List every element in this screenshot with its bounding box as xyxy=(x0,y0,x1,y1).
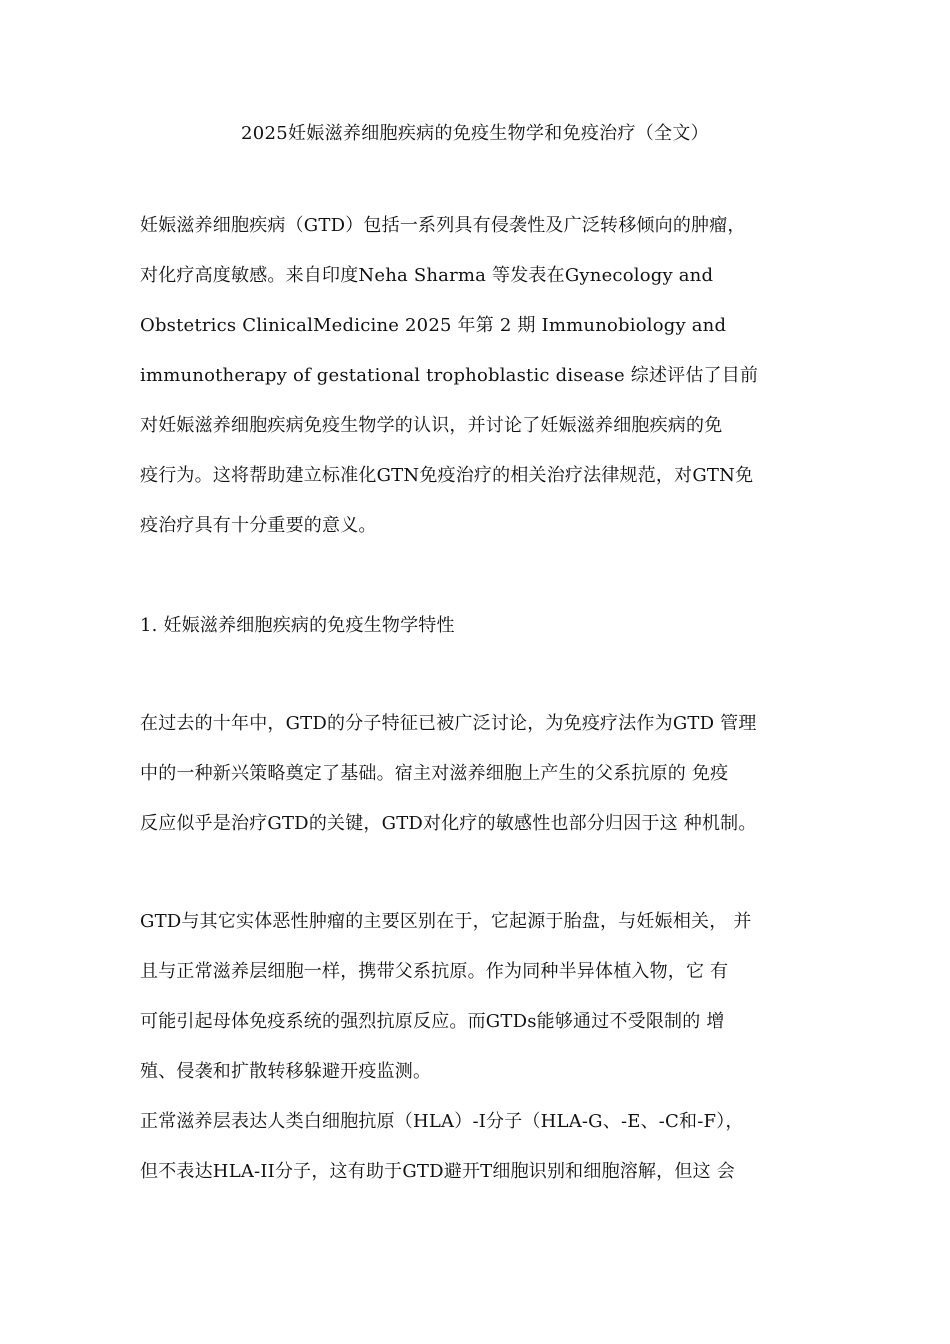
body-text-line: immunotherapy of gestational trophoblastic disease 综述评估了目前 xyxy=(140,365,759,386)
body-text-line: 反应似乎是治疗GTD的关键，GTD对化疗的敏感性也部分归因于这 种机制。 xyxy=(140,813,757,834)
body-text-line: 疫治疗具有十分重要的意义。 xyxy=(140,515,377,536)
body-text-line: 对妊娠滋养细胞疾病免疫生物学的认识，并讨论了妊娠滋养细胞疾病的免 xyxy=(140,415,723,436)
document-title: 2025妊娠滋养细胞疾病的免疫生物学和免疫治疗（全文） xyxy=(241,123,709,144)
body-text-line: 可能引起母体免疫系统的强烈抗原反应。而GTDs能够通过不受限制的 增 xyxy=(140,1011,725,1032)
body-text-line: 殖、侵袭和扩散转移躲避开疫监测。 xyxy=(140,1061,432,1082)
body-text-line: 疫行为。这将帮助建立标准化GTN免疫治疗的相关治疗法律规范，对GTN免 xyxy=(140,465,754,486)
body-text-line: 且与正常滋养层细胞一样，携带父系抗原。作为同种半异体植入物，它 有 xyxy=(140,961,729,982)
body-text-line: 妊娠滋养细胞疾病（GTD）包括一系列具有侵袭性及广泛转移倾向的肿瘤， xyxy=(140,215,746,236)
body-text-line: 但不表达HLA-II分子，这有助于GTD避开T细胞识别和细胞溶解，但这 会 xyxy=(140,1161,735,1182)
body-text-line: Obstetrics ClinicalMedicine 2025 年第 2 期 Immunobiology and xyxy=(140,315,727,336)
body-text-line: 在过去的十年中，GTD的分子特征已被广泛讨论，为免疫疗法作为GTD 管理 xyxy=(140,713,757,734)
body-text-line: 对化疗高度敏感。来自印度Neha Sharma 等发表在Gynecology and xyxy=(140,265,714,286)
body-text-line: 中的一种新兴策略奠定了基础。宿主对滋养细胞上产生的父系抗原的 免疫 xyxy=(140,763,729,784)
body-text-line: GTD与其它实体恶性肿瘤的主要区别在于，它起源于胎盘，与妊娠相关， 并 xyxy=(140,911,752,932)
section-heading: 1. 妊娠滋养细胞疾病的免疫生物学特性 xyxy=(140,615,455,636)
body-text-line: 正常滋养层表达人类白细胞抗原（HLA）-I分子（HLA-G、-E、-C和-F）， xyxy=(140,1111,744,1132)
